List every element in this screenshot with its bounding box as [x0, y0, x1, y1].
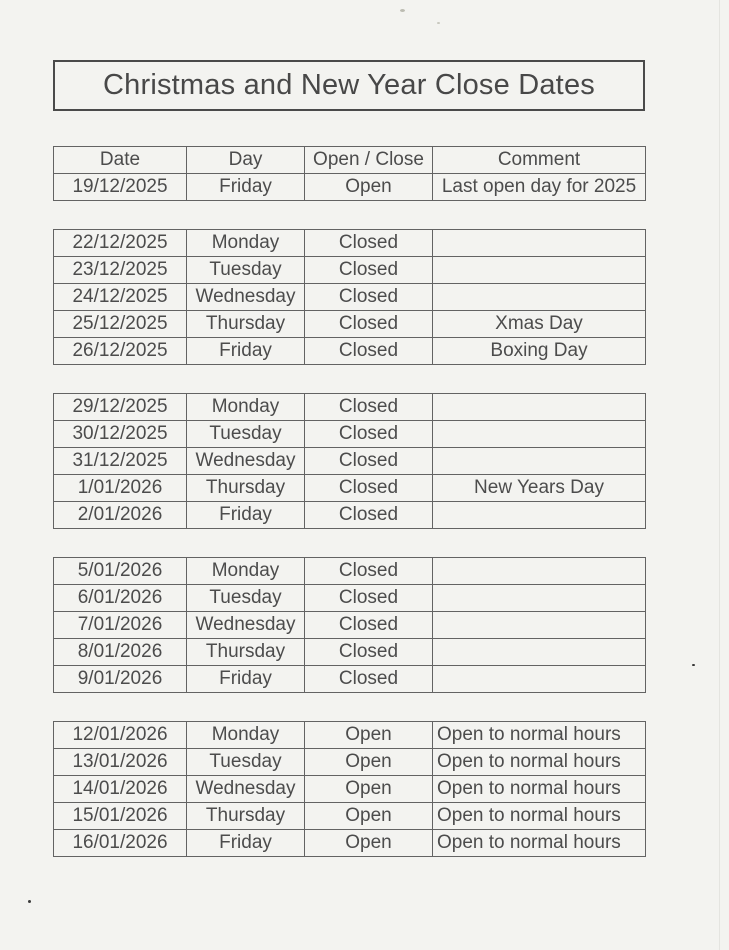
- comment-cell: Xmas Day: [433, 311, 646, 338]
- status-cell: Open: [305, 776, 433, 803]
- date-cell: 26/12/2025: [54, 338, 187, 365]
- scan-speck: [400, 9, 405, 12]
- date-cell: 31/12/2025: [54, 448, 187, 475]
- table-row: [54, 421, 646, 448]
- date-cell: 15/01/2026: [54, 803, 187, 830]
- comment-cell: [433, 394, 646, 421]
- status-cell: Closed: [305, 666, 433, 693]
- day-cell: Tuesday: [187, 257, 305, 284]
- column-header-date: Date: [54, 147, 187, 174]
- table-row: [54, 585, 646, 612]
- day-cell: Monday: [187, 558, 305, 585]
- day-cell: Wednesday: [187, 284, 305, 311]
- status-cell: Closed: [305, 502, 433, 529]
- table-row: [54, 776, 646, 803]
- day-cell: Wednesday: [187, 612, 305, 639]
- scan-speck: [28, 900, 31, 903]
- status-cell: Closed: [305, 284, 433, 311]
- date-cell: 12/01/2026: [54, 722, 187, 749]
- date-cell: 7/01/2026: [54, 612, 187, 639]
- day-cell: Tuesday: [187, 421, 305, 448]
- table-row: [54, 311, 646, 338]
- date-cell: 1/01/2026: [54, 475, 187, 502]
- date-cell: 8/01/2026: [54, 639, 187, 666]
- table-row: [54, 803, 646, 830]
- table-header-row: [54, 147, 646, 174]
- date-cell: 25/12/2025: [54, 311, 187, 338]
- comment-cell: [433, 612, 646, 639]
- table-row: [54, 394, 646, 421]
- comment-cell: Boxing Day: [433, 338, 646, 365]
- status-cell: Open: [305, 830, 433, 857]
- status-cell: Closed: [305, 639, 433, 666]
- day-cell: Friday: [187, 502, 305, 529]
- day-cell: Thursday: [187, 311, 305, 338]
- comment-cell: Open to normal hours: [433, 830, 646, 857]
- table-row: [54, 722, 646, 749]
- status-cell: Closed: [305, 311, 433, 338]
- table-row: [54, 502, 646, 529]
- status-cell: Closed: [305, 448, 433, 475]
- comment-cell: Last open day for 2025: [433, 174, 646, 201]
- column-header-status: Open / Close: [305, 147, 433, 174]
- status-cell: Open: [305, 749, 433, 776]
- table-row: [54, 257, 646, 284]
- status-cell: Closed: [305, 257, 433, 284]
- date-cell: 9/01/2026: [54, 666, 187, 693]
- date-cell: 16/01/2026: [54, 830, 187, 857]
- date-cell: 24/12/2025: [54, 284, 187, 311]
- comment-cell: [433, 230, 646, 257]
- status-cell: Closed: [305, 230, 433, 257]
- scan-speck: [437, 22, 440, 24]
- schedule-table-closed-week-1: [53, 229, 646, 365]
- day-cell: Wednesday: [187, 776, 305, 803]
- date-cell: 23/12/2025: [54, 257, 187, 284]
- date-cell: 14/01/2026: [54, 776, 187, 803]
- date-cell: 6/01/2026: [54, 585, 187, 612]
- day-cell: Thursday: [187, 803, 305, 830]
- comment-cell: [433, 284, 646, 311]
- schedule-table-closed-week-3: [53, 557, 646, 693]
- status-cell: Open: [305, 722, 433, 749]
- date-cell: 30/12/2025: [54, 421, 187, 448]
- day-cell: Monday: [187, 722, 305, 749]
- table-row: [54, 230, 646, 257]
- schedule-table-closed-week-2: [53, 393, 646, 529]
- status-cell: Closed: [305, 475, 433, 502]
- status-cell: Closed: [305, 394, 433, 421]
- day-cell: Friday: [187, 174, 305, 201]
- day-cell: Monday: [187, 394, 305, 421]
- status-cell: Closed: [305, 612, 433, 639]
- day-cell: Thursday: [187, 475, 305, 502]
- comment-cell: [433, 558, 646, 585]
- status-cell: Closed: [305, 585, 433, 612]
- scan-speck: [692, 664, 695, 666]
- day-cell: Friday: [187, 666, 305, 693]
- comment-cell: [433, 448, 646, 475]
- table-row: [54, 284, 646, 311]
- comment-cell: [433, 257, 646, 284]
- date-cell: 5/01/2026: [54, 558, 187, 585]
- table-row: [54, 475, 646, 502]
- tables-container: [53, 146, 645, 857]
- document-title-box: [53, 60, 645, 111]
- comment-cell: [433, 421, 646, 448]
- status-cell: Closed: [305, 558, 433, 585]
- date-cell: 2/01/2026: [54, 502, 187, 529]
- comment-cell: [433, 502, 646, 529]
- comment-cell: [433, 585, 646, 612]
- date-cell: 13/01/2026: [54, 749, 187, 776]
- table-row: [54, 830, 646, 857]
- day-cell: Friday: [187, 338, 305, 365]
- document-content: [53, 60, 645, 885]
- date-cell: 19/12/2025: [54, 174, 187, 201]
- day-cell: Tuesday: [187, 585, 305, 612]
- day-cell: Monday: [187, 230, 305, 257]
- status-cell: Closed: [305, 421, 433, 448]
- status-cell: Closed: [305, 338, 433, 365]
- comment-cell: Open to normal hours: [433, 776, 646, 803]
- comment-cell: Open to normal hours: [433, 722, 646, 749]
- table-row: [54, 338, 646, 365]
- table-row: [54, 639, 646, 666]
- table-row: [54, 174, 646, 201]
- comment-cell: Open to normal hours: [433, 803, 646, 830]
- date-cell: 22/12/2025: [54, 230, 187, 257]
- table-row: [54, 558, 646, 585]
- schedule-table-reopen-week: [53, 721, 646, 857]
- status-cell: Open: [305, 174, 433, 201]
- schedule-table-last-open-week-2025: [53, 146, 646, 201]
- comment-cell: New Years Day: [433, 475, 646, 502]
- date-cell: 29/12/2025: [54, 394, 187, 421]
- table-row: [54, 612, 646, 639]
- table-row: [54, 448, 646, 475]
- status-cell: Open: [305, 803, 433, 830]
- day-cell: Friday: [187, 830, 305, 857]
- table-row: [54, 666, 646, 693]
- column-header-comment: Comment: [433, 147, 646, 174]
- day-cell: Tuesday: [187, 749, 305, 776]
- day-cell: Wednesday: [187, 448, 305, 475]
- comment-cell: Open to normal hours: [433, 749, 646, 776]
- table-row: [54, 749, 646, 776]
- day-cell: Thursday: [187, 639, 305, 666]
- column-header-day: Day: [187, 147, 305, 174]
- comment-cell: [433, 666, 646, 693]
- comment-cell: [433, 639, 646, 666]
- page-title: Christmas and New Year Close Dates: [103, 69, 595, 101]
- scan-edge-line: [719, 0, 720, 950]
